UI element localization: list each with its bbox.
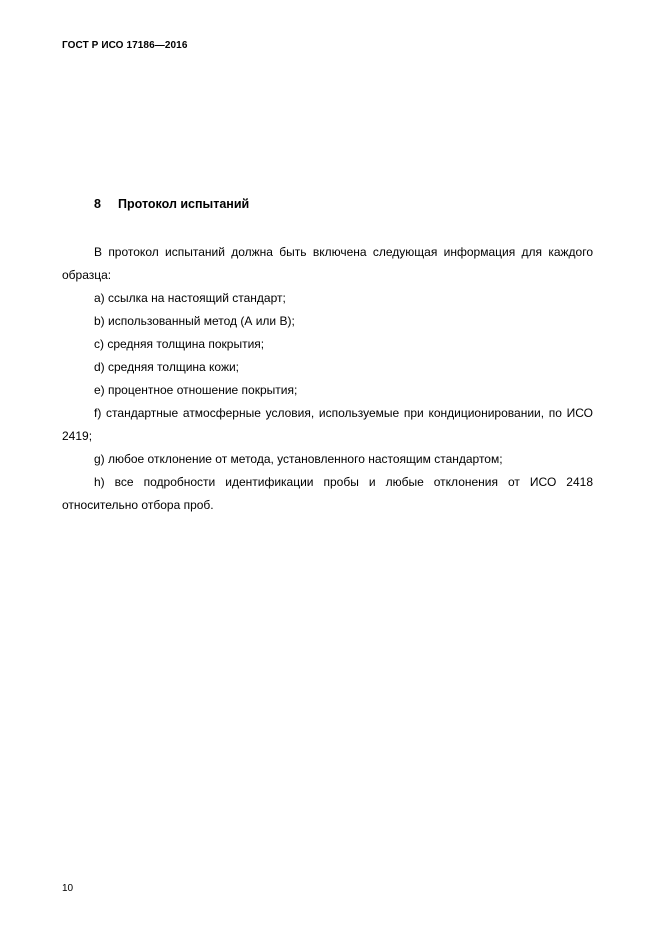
- section-heading: [94, 197, 249, 211]
- section-number: 8: [94, 197, 101, 211]
- list-item-b: b) использованный метод (А или В);: [94, 314, 295, 328]
- list-item-c: c) средняя толщина покрытия;: [94, 337, 265, 351]
- page-number: 10: [62, 883, 74, 894]
- list-item-a: a) ссылка на настоящий стандарт;: [94, 291, 286, 305]
- intro-paragraph: В протокол испытаний должна быть включена следующая информация для каждого образца:: [62, 245, 593, 282]
- list-item-e: e) процентное отношение покрытия;: [94, 383, 298, 397]
- section-body: [62, 241, 593, 517]
- list-item-f: f) стандартные атмосферные условия, используемые при кондиционировании, по ИСО 2419;: [62, 406, 593, 443]
- list-item-g: g) любое отклонение от метода, установленного настоящим стандартом;: [94, 452, 503, 466]
- list-item-d: d) средняя толщина кожи;: [94, 360, 240, 374]
- list-item-h: h) все подробности идентификации пробы и любые отклонения от ИСО 2418 относительно отбора проб.: [62, 475, 593, 512]
- document-header-id: ГОСТ Р ИСО 17186—2016: [62, 40, 188, 51]
- section-title: Протокол испытаний: [118, 197, 250, 211]
